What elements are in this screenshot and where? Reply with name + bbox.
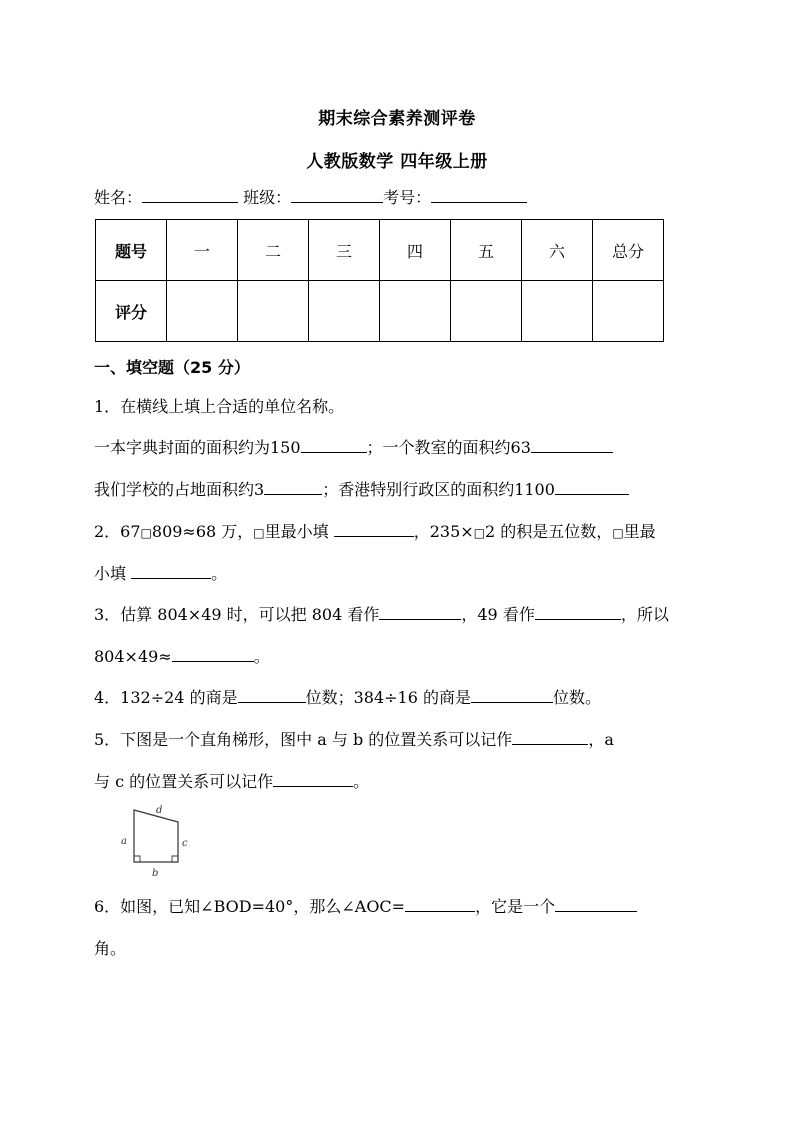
- student-info-line: [94, 187, 527, 209]
- q5-text: 与 c 的位置关系可以记作: [94, 772, 274, 791]
- q1-text: 一本字典封面的面积约为150: [94, 438, 301, 457]
- class-blank[interactable]: [291, 188, 383, 203]
- number-blank[interactable]: [431, 188, 527, 203]
- answer-blank[interactable]: [264, 480, 322, 495]
- q6-text: ，它是一个: [475, 897, 556, 916]
- answer-blank[interactable]: [238, 688, 306, 703]
- q3-text: ，49 看作: [461, 605, 535, 624]
- q6-line-2: [94, 938, 126, 960]
- row-label-cell: 评分: [96, 281, 167, 342]
- right-trapezoid-figure: [116, 800, 196, 882]
- square-box-icon: □: [253, 526, 265, 540]
- section-1-title: 一、填空题（25 分）: [94, 358, 250, 377]
- header-cell: 三: [309, 220, 380, 281]
- answer-blank[interactable]: [555, 480, 629, 495]
- class-label: 班级：: [243, 188, 292, 207]
- label-b: b: [152, 868, 159, 879]
- q2-text: 2．67: [94, 522, 141, 541]
- label-d: d: [156, 805, 163, 816]
- score-table: [95, 219, 664, 342]
- name-label: 姓名：: [94, 188, 143, 207]
- q2-text: 小填: [94, 564, 132, 583]
- answer-blank[interactable]: [172, 647, 254, 662]
- answer-blank[interactable]: [512, 730, 588, 745]
- q4-text: 位数。: [552, 688, 601, 707]
- q1-line-1: [94, 437, 613, 459]
- q1-text: 我们学校的占地面积约3: [94, 480, 265, 499]
- q2-text: 2 的积是五位数，: [485, 522, 613, 541]
- header-cell: 题号: [96, 220, 167, 281]
- q2-text: 里最小填: [264, 522, 334, 541]
- score-table-header-row: [96, 220, 664, 281]
- header-cell: 四: [380, 220, 451, 281]
- square-box-icon: □: [140, 526, 152, 540]
- score-cell[interactable]: [451, 281, 522, 342]
- q5-line-2: [94, 771, 369, 793]
- q5-text: 。: [353, 772, 370, 791]
- q4-text: 位数；384÷16 的商是: [305, 688, 471, 707]
- q3-text: 3．估算 804×49 时，可以把 804 看作: [94, 605, 380, 624]
- q2-text: 809≈68 万，: [151, 522, 254, 541]
- q3-text: 。: [253, 647, 270, 666]
- q5-line-1: [94, 729, 614, 751]
- name-blank[interactable]: [142, 188, 238, 203]
- exam-subtitle: 人教版数学 四年级上册: [306, 152, 488, 172]
- q6-text: 角。: [94, 939, 127, 958]
- answer-blank[interactable]: [301, 438, 367, 453]
- q1-text: ；香港特别行政区的面积约1100: [322, 480, 555, 499]
- score-cell[interactable]: [309, 281, 380, 342]
- answer-blank[interactable]: [334, 522, 414, 537]
- score-cell[interactable]: [380, 281, 451, 342]
- square-box-icon: □: [473, 526, 486, 540]
- q6-text: 6．如图，已知∠BOD=40°，那么∠AOC=: [94, 897, 406, 916]
- number-label: 考号：: [383, 188, 432, 207]
- answer-blank[interactable]: [471, 688, 553, 703]
- header-cell: 一: [167, 220, 238, 281]
- q3-line-2: [94, 646, 270, 668]
- q5-text: ，a: [588, 730, 614, 749]
- q6-line-1: [94, 896, 637, 918]
- q2-text: 。: [211, 564, 228, 583]
- q2-line-1: [94, 521, 656, 544]
- header-cell: 六: [522, 220, 593, 281]
- answer-blank[interactable]: [555, 897, 637, 912]
- q2-text: ，235×: [413, 522, 474, 541]
- header-cell: 总分: [593, 220, 664, 281]
- q4-line: [94, 687, 601, 709]
- exam-title: 期末综合素养测评卷: [318, 109, 476, 129]
- q3-text: 804×49≈: [94, 647, 172, 666]
- q3-line-1: [94, 604, 669, 626]
- score-table-score-row: [96, 281, 664, 342]
- q1-text: ；一个教室的面积约63: [366, 438, 531, 457]
- answer-blank[interactable]: [531, 438, 613, 453]
- answer-blank[interactable]: [405, 897, 475, 912]
- header-cell: 二: [238, 220, 309, 281]
- score-cell[interactable]: [167, 281, 238, 342]
- q3-text: ，所以: [620, 605, 669, 624]
- q2-text: 里最: [623, 522, 656, 541]
- label-c: c: [182, 838, 188, 849]
- square-box-icon: □: [612, 526, 624, 540]
- score-cell[interactable]: [238, 281, 309, 342]
- q4-text: 4．132÷24 的商是: [94, 688, 238, 707]
- q1-line-2: [94, 479, 629, 501]
- answer-blank[interactable]: [535, 605, 621, 620]
- q5-text: 5．下图是一个直角梯形，图中 a 与 b 的位置关系可以记作: [94, 730, 513, 749]
- label-a: a: [121, 836, 127, 847]
- q2-line-2: [94, 563, 227, 585]
- answer-blank[interactable]: [379, 605, 461, 620]
- score-cell[interactable]: [593, 281, 664, 342]
- q1-stem: 1．在横线上填上合适的单位名称。: [94, 397, 345, 416]
- answer-blank[interactable]: [273, 772, 353, 787]
- header-cell: 五: [451, 220, 522, 281]
- score-cell[interactable]: [522, 281, 593, 342]
- answer-blank[interactable]: [131, 564, 211, 579]
